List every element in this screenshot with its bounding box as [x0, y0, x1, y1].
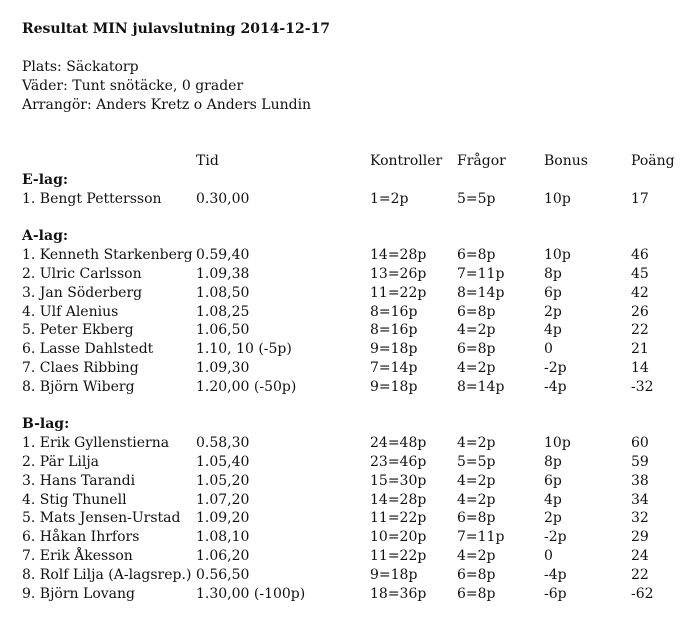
table-row — [0, 359, 700, 378]
questions-cell: 8=14p — [457, 378, 505, 395]
table-row — [0, 284, 700, 303]
checkpoints-cell: 15=30p — [370, 472, 427, 489]
questions-cell: 4=2p — [457, 322, 496, 339]
bonus-cell: 10p — [544, 247, 571, 264]
checkpoints-cell: 23=46p — [370, 454, 427, 470]
bonus-cell: 2p — [544, 303, 562, 320]
checkpoints-cell: 14=28p — [370, 491, 427, 508]
header-poang: Poäng — [631, 153, 675, 169]
bonus-cell: 4p — [544, 491, 562, 508]
checkpoints-cell: 9=18p — [370, 378, 418, 395]
team-name-cell: 3. Hans Tarandi — [22, 472, 136, 489]
questions-cell: 4=2p — [457, 360, 496, 376]
questions-cell: 6=8p — [457, 247, 496, 264]
team-name-cell: 7. Erik Åkesson — [22, 548, 133, 564]
table-row — [0, 246, 700, 265]
checkpoints-cell: 9=18p — [370, 341, 418, 358]
table-row — [0, 303, 700, 322]
bonus-cell: 8p — [544, 454, 562, 470]
checkpoints-cell: 9=18p — [370, 566, 418, 583]
checkpoints-cell: 1=2p — [370, 190, 409, 207]
header-kontroller: Kontroller — [370, 153, 443, 169]
time-cell: 1.09,30 — [196, 360, 250, 376]
checkpoints-cell: 8=16p — [370, 303, 418, 320]
checkpoints-cell: 24=48p — [370, 435, 427, 452]
header-bonus: Bonus — [544, 153, 588, 169]
checkpoints-cell: 11=22p — [370, 548, 427, 564]
points-cell: -62 — [631, 585, 654, 602]
table-row — [0, 321, 700, 340]
points-cell: 21 — [631, 341, 649, 358]
checkpoints-cell: 11=22p — [370, 510, 427, 527]
questions-cell: 6=8p — [457, 585, 496, 602]
bonus-cell: -4p — [544, 566, 567, 583]
team-name-cell: 9. Björn Lovang — [22, 585, 135, 602]
time-cell: 1.06,50 — [196, 322, 250, 339]
team-name-cell: 4. Ulf Alenius — [22, 303, 119, 320]
table-row — [0, 434, 700, 453]
time-cell: 1.09,38 — [196, 266, 250, 282]
table-row — [0, 453, 700, 472]
questions-cell: 6=8p — [457, 510, 496, 527]
time-cell: 1.10, 10 (-5p) — [196, 341, 292, 358]
table-row — [0, 491, 700, 510]
team-name-cell: 5. Mats Jensen-Urstad — [22, 510, 181, 527]
document-title: Resultat MIN julavslutning 2014-12-17 — [22, 21, 331, 37]
bonus-cell: 10p — [544, 190, 571, 207]
team-name-cell: 8. Rolf Lilja (A-lagsrep.) — [22, 566, 192, 583]
time-cell: 0.59,40 — [196, 247, 250, 264]
table-row — [0, 340, 700, 359]
team-name-cell: 5. Peter Ekberg — [22, 322, 134, 339]
table-row — [0, 509, 700, 528]
checkpoints-cell: 14=28p — [370, 247, 427, 264]
info-plats: Plats: Säckatorp — [22, 59, 139, 75]
time-cell: 1.08,25 — [196, 303, 250, 320]
team-name-cell: 8. Björn Wiberg — [22, 378, 135, 395]
bonus-cell: -2p — [544, 529, 567, 546]
questions-cell: 5=5p — [457, 190, 496, 207]
points-cell: 14 — [631, 360, 649, 376]
info-vader: Väder: Tunt snötäcke, 0 grader — [22, 78, 244, 94]
bonus-cell: 4p — [544, 322, 562, 339]
points-cell: 34 — [631, 491, 649, 508]
header-fragor: Frågor — [457, 153, 506, 169]
points-cell: -32 — [631, 378, 654, 395]
questions-cell: 6=8p — [457, 566, 496, 583]
time-cell: 1.05,20 — [196, 472, 250, 489]
team-name-cell: 1. Bengt Pettersson — [22, 190, 162, 207]
points-cell: 26 — [631, 303, 649, 320]
points-cell: 60 — [631, 435, 649, 452]
time-cell: 1.08,50 — [196, 284, 250, 301]
points-cell: 46 — [631, 247, 649, 264]
checkpoints-cell: 11=22p — [370, 284, 427, 301]
group-label: E-lag: — [22, 172, 69, 188]
team-name-cell: 1. Kenneth Starkenberg — [22, 247, 193, 264]
questions-cell: 8=14p — [457, 284, 505, 301]
bonus-cell: -6p — [544, 585, 567, 602]
table-row — [0, 566, 700, 585]
time-cell: 0.58,30 — [196, 435, 250, 452]
team-name-cell: 6. Håkan Ihrfors — [22, 529, 140, 546]
table-row — [0, 378, 700, 397]
checkpoints-cell: 8=16p — [370, 322, 418, 339]
table-row — [0, 528, 700, 547]
time-cell: 1.08,10 — [196, 529, 250, 546]
points-cell: 24 — [631, 548, 649, 564]
bonus-cell: 0 — [544, 548, 553, 564]
checkpoints-cell: 10=20p — [370, 529, 427, 546]
points-cell: 59 — [631, 454, 649, 470]
bonus-cell: 2p — [544, 510, 562, 527]
checkpoints-cell: 18=36p — [370, 585, 427, 602]
questions-cell: 6=8p — [457, 341, 496, 358]
table-row — [0, 265, 700, 284]
checkpoints-cell: 13=26p — [370, 266, 427, 282]
table-row — [0, 472, 700, 491]
group-label: B-lag: — [22, 416, 70, 433]
time-cell: 0.56,50 — [196, 566, 250, 583]
info-arrangor: Arrangör: Anders Kretz o Anders Lundin — [22, 97, 312, 113]
team-name-cell: 4. Stig Thunell — [22, 491, 127, 508]
questions-cell: 4=2p — [457, 548, 496, 564]
team-name-cell: 7. Claes Ribbing — [22, 360, 139, 376]
bonus-cell: -2p — [544, 360, 567, 376]
bonus-cell: 6p — [544, 472, 562, 489]
bonus-cell: 6p — [544, 284, 562, 301]
questions-cell: 7=11p — [457, 529, 505, 546]
time-cell: 1.30,00 (-100p) — [196, 585, 306, 602]
questions-cell: 4=2p — [457, 435, 496, 452]
team-name-cell: 6. Lasse Dahlstedt — [22, 341, 154, 358]
team-name-cell: 3. Jan Söderberg — [22, 284, 143, 301]
team-name-cell: 2. Ulric Carlsson — [22, 266, 142, 282]
time-cell: 1.09,20 — [196, 510, 250, 527]
group-label: A-lag: — [22, 228, 69, 245]
time-cell: 1.05,40 — [196, 454, 250, 470]
table-row — [0, 585, 700, 604]
checkpoints-cell: 7=14p — [370, 360, 418, 376]
team-name-cell: 2. Pär Lilja — [22, 454, 100, 470]
points-cell: 22 — [631, 566, 649, 583]
questions-cell: 6=8p — [457, 303, 496, 320]
bonus-cell: 8p — [544, 266, 562, 282]
table-row — [0, 190, 700, 209]
table-header — [0, 152, 700, 171]
time-cell: 1.06,20 — [196, 548, 250, 564]
time-cell: 0.30,00 — [196, 190, 250, 207]
bonus-cell: -4p — [544, 378, 567, 395]
points-cell: 29 — [631, 529, 649, 546]
points-cell: 17 — [631, 190, 649, 207]
points-cell: 38 — [631, 472, 649, 489]
points-cell: 45 — [631, 266, 649, 282]
questions-cell: 5=5p — [457, 454, 496, 470]
team-name-cell: 1. Erik Gyllenstierna — [22, 435, 170, 452]
points-cell: 32 — [631, 510, 649, 527]
questions-cell: 4=2p — [457, 491, 496, 508]
time-cell: 1.07,20 — [196, 491, 250, 508]
questions-cell: 7=11p — [457, 266, 505, 282]
points-cell: 42 — [631, 284, 649, 301]
bonus-cell: 10p — [544, 435, 571, 452]
header-tid: Tid — [196, 153, 219, 169]
points-cell: 22 — [631, 322, 649, 339]
table-row — [0, 547, 700, 566]
time-cell: 1.20,00 (-50p) — [196, 378, 297, 395]
bonus-cell: 0 — [544, 341, 553, 358]
questions-cell: 4=2p — [457, 472, 496, 489]
